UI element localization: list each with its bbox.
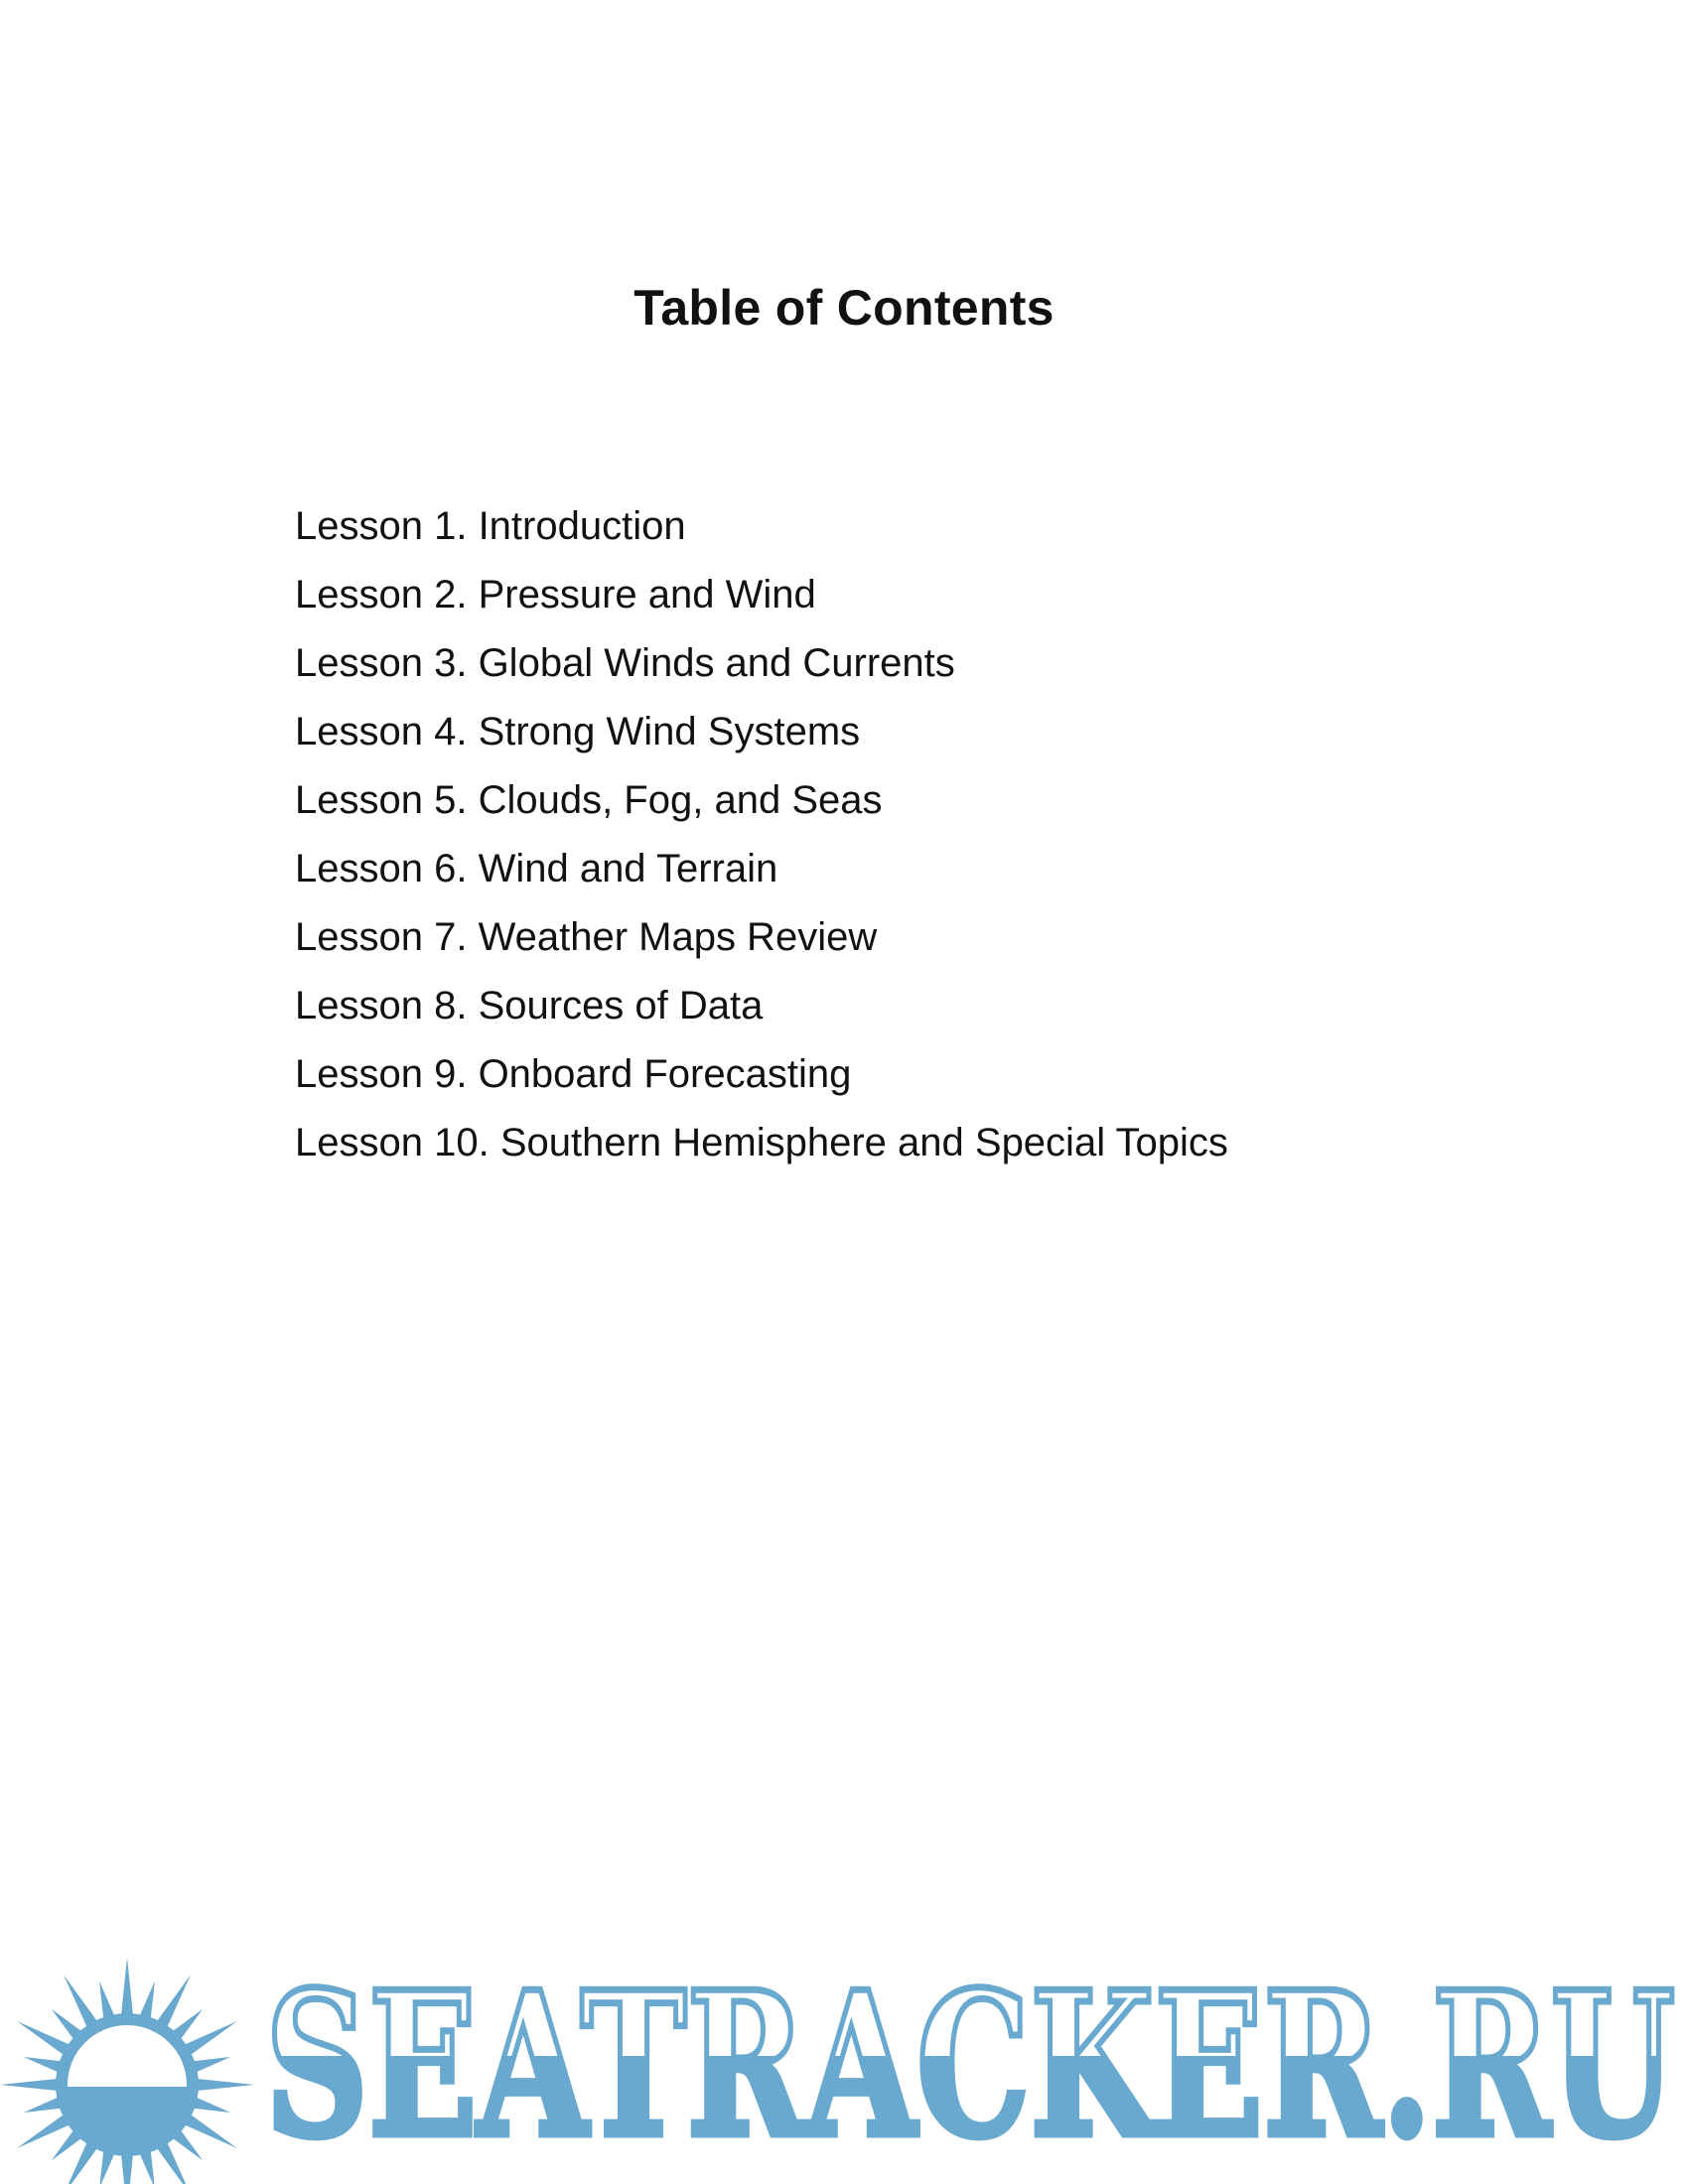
toc-item-lesson-10: Lesson 10. Southern Hemisphere and Special Topics — [295, 1121, 1228, 1164]
watermark-logo — [0, 1916, 1688, 2184]
page-title: Table of Contents — [633, 280, 1055, 336]
toc-item-lesson-4: Lesson 4. Strong Wind Systems — [295, 710, 861, 753]
toc-item-lesson-2: Lesson 2. Pressure and Wind — [295, 573, 816, 616]
toc-item-lesson-6: Lesson 6. Wind and Terrain — [295, 847, 778, 890]
table-of-contents — [295, 492, 1228, 1177]
logo-text-image — [253, 1916, 1688, 2174]
toc-item-lesson-7: Lesson 7. Weather Maps Review — [295, 915, 878, 959]
sun-ray — [121, 1958, 134, 2019]
sun-ray — [193, 2079, 254, 2092]
sun-ray — [0, 2079, 62, 2092]
toc-item-lesson-9: Lesson 9. Onboard Forecasting — [295, 1052, 852, 1096]
sun-icon — [0, 1936, 258, 2184]
toc-item-lesson-1: Lesson 1. Introduction — [295, 504, 686, 548]
toc-item-lesson-3: Lesson 3. Global Winds and Currents — [295, 641, 955, 685]
toc-item-lesson-5: Lesson 5. Clouds, Fog, and Seas — [295, 778, 883, 822]
toc-item-lesson-8: Lesson 8. Sources of Data — [295, 984, 764, 1027]
logo-text: SEATRACKER.RU — [265, 1949, 1675, 2174]
